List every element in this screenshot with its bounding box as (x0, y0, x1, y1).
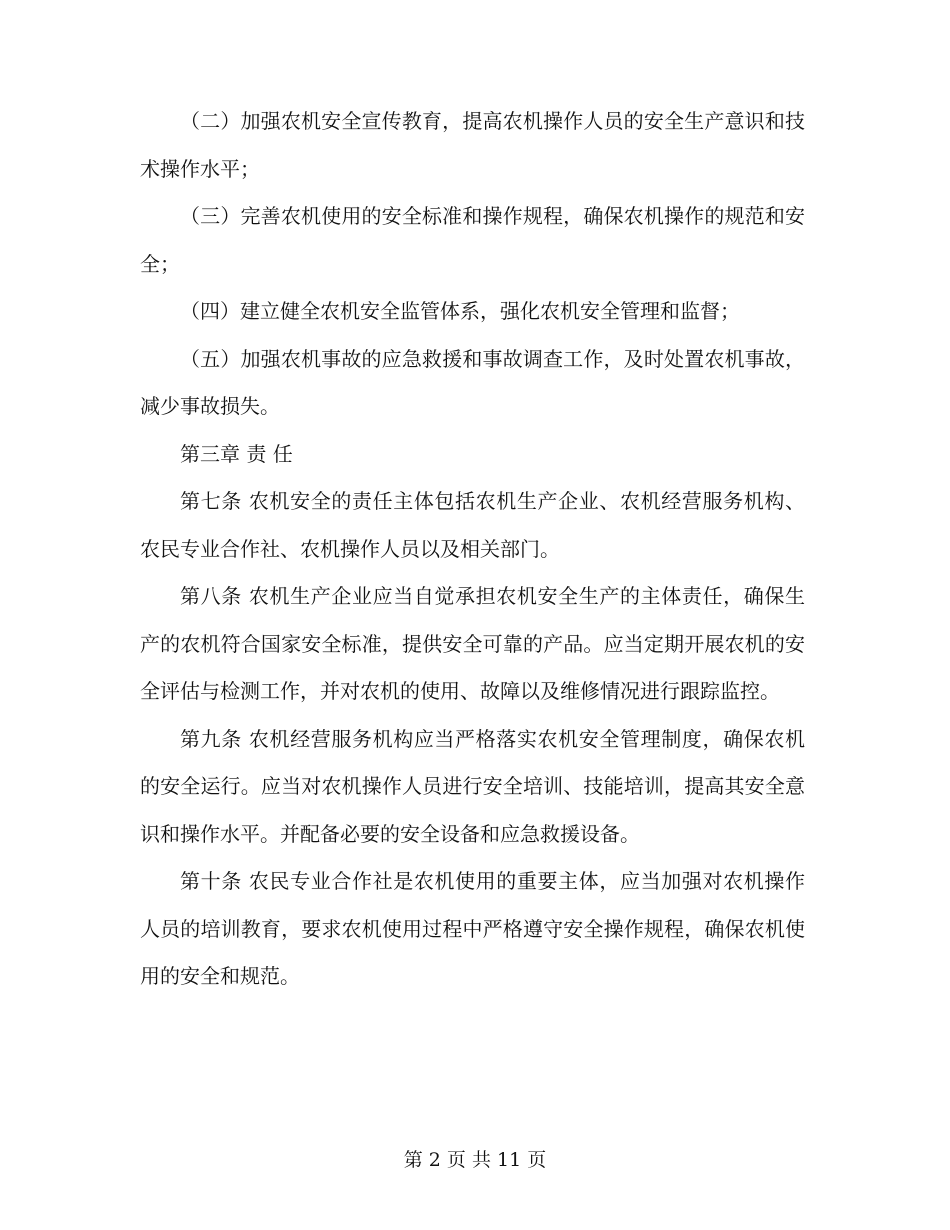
paragraph-3: （三）完善农机使用的安全标准和操作规程，确保农机操作的规范和安全； (140, 204, 805, 276)
article-8: 第八条 农机生产企业应当自觉承担农机安全生产的主体责任，确保生产的农机符合国家安全标准，提供安全可靠的产品。应当定期开展农机的安全评估与检测工作，并对农机的使用、故障以及维修情况进行跟踪监控。 (140, 584, 805, 703)
article-9: 第九条 农机经营服务机构应当严格落实农机安全管理制度，确保农机的安全运行。应当对农机操作人员进行安全培训、技能培训，提高其安全意识和操作水平。并配备必要的安全设备和应急救援设备。 (140, 726, 805, 846)
page-number-footer: 第 2 页 共 11 页 (403, 1149, 547, 1171)
chapter-heading: 第三章 责 任 (180, 441, 293, 466)
paragraph-2: （二）加强农机安全宣传教育，提高农机操作人员的安全生产意识和技术操作水平； (140, 109, 805, 181)
article-10: 第十条 农民专业合作社是农机使用的重要主体，应当加强对农机操作人员的培训教育，要求农机使用过程中严格遵守安全操作规程，确保农机使用的安全和规范。 (140, 869, 805, 988)
paragraph-4: （四）建立健全农机安全监管体系，强化农机安全管理和监督； (180, 299, 740, 323)
document-body (140, 98, 805, 1001)
paragraph-5: （五）加强农机事故的应急救援和事故调查工作，及时处置农机事故，减少事故损失。 (140, 346, 805, 418)
article-7: 第七条 农机安全的责任主体包括农机生产企业、农机经营服务机构、农民专业合作社、农机操作人员以及相关部门。 (140, 489, 805, 561)
